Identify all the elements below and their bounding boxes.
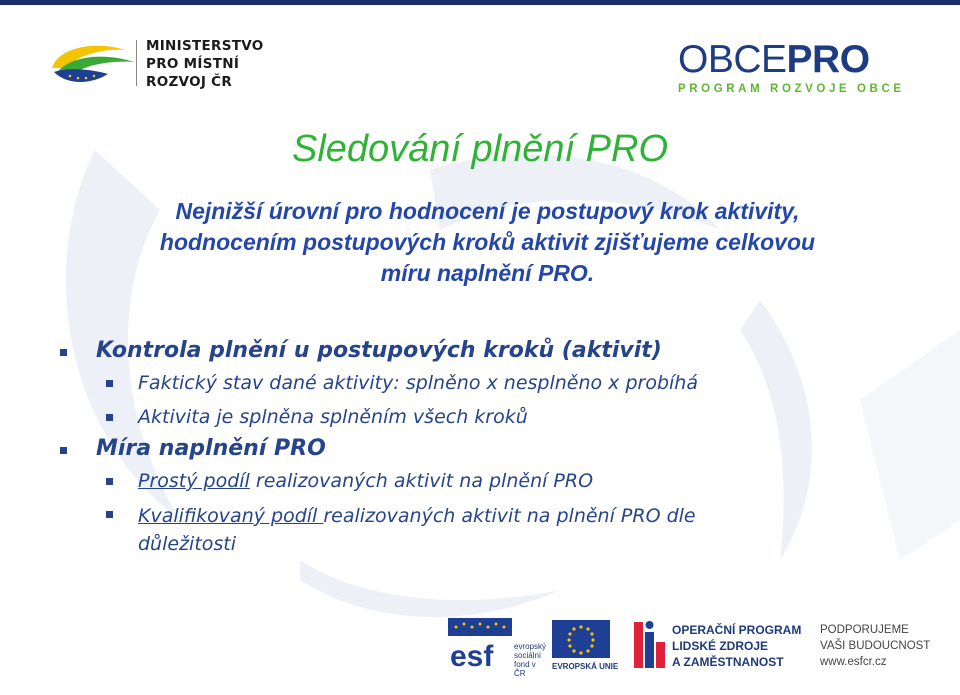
op-lzz-mark-icon <box>632 620 666 670</box>
esf-line-3: fond v ČR <box>514 660 536 678</box>
intro-line-1: Nejnižší úrovní pro hodnocení je postupový krok aktivity, <box>175 198 800 224</box>
bullet-square-icon <box>60 447 67 454</box>
slide-title: Sledování plnění PRO <box>291 128 668 170</box>
ministry-divider <box>136 40 137 86</box>
bullet-square-icon <box>106 414 113 421</box>
op-line-1: OPERAČNÍ PROGRAM <box>672 623 802 637</box>
bullet-text: Kontrola plnění u postupových kroků (aktivit) <box>96 338 662 363</box>
bullet-list <box>58 336 918 558</box>
obcepro-wordmark <box>678 40 905 80</box>
footer-logos <box>444 614 954 678</box>
ministry-line-3: ROZVOJ ČR <box>146 74 233 90</box>
sub-bullet-underlined: Prostý podíl <box>138 470 250 492</box>
op-line-3: A ZAMĚSTNANOST <box>672 655 784 669</box>
sub-bullet-text-continued: důležitosti <box>138 533 237 555</box>
sub-bullet-text: Aktivita je splněna splněním všech kroků <box>138 406 528 428</box>
esf-line-1: evropský <box>514 642 547 651</box>
support-url: www.esfcr.cz <box>820 656 887 668</box>
support-text-block <box>820 622 950 674</box>
bullet-item <box>58 336 918 366</box>
sub-bullet-item <box>58 498 918 558</box>
esf-mark-icon <box>448 618 512 670</box>
obcepro-light: OBCE <box>678 38 787 81</box>
intro-line-3: míru naplnění PRO. <box>380 260 595 286</box>
eu-label: EVROPSKÁ UNIE <box>552 662 619 671</box>
esf-line-2: sociální <box>514 651 542 660</box>
sub-bullet-item <box>58 400 918 434</box>
op-lzz-logo <box>632 620 808 674</box>
bullet-item <box>58 434 918 464</box>
support-text <box>820 622 950 670</box>
sub-bullet-text: Faktický stav dané aktivity: splněno x nesplněno x probíhá <box>138 372 698 394</box>
intro-line-2: hodnocením postupových kroků aktivit zjišťujeme celkovou <box>159 229 816 255</box>
op-line-2: LIDSKÉ ZDROJE <box>672 639 769 653</box>
obcepro-logo <box>678 40 905 95</box>
bullet-square-icon <box>60 349 67 356</box>
bullet-square-icon <box>106 478 113 485</box>
obcepro-subtitle: PROGRAM ROZVOJE OBCE <box>678 83 905 95</box>
bullet-text: Míra naplnění PRO <box>96 436 326 461</box>
ministry-emblem-icon <box>48 38 138 88</box>
support-line-2: VAŠI BUDOUCNOST <box>820 640 931 652</box>
bullet-square-icon <box>106 380 113 387</box>
op-lzz-text <box>672 622 801 670</box>
eu-flag-icon <box>552 620 610 658</box>
sub-bullet-text: realizovaných aktivit na plnění PRO dle <box>323 505 696 527</box>
support-line-1: PODPORUJEME <box>820 624 909 636</box>
sub-bullet-item <box>58 366 918 400</box>
sub-bullet-text: realizovaných aktivit na plnění PRO <box>249 470 594 492</box>
eu-logo <box>552 620 619 674</box>
ministry-name <box>146 37 264 91</box>
sub-bullet-underlined: Kvalifikovaný podíl <box>138 505 324 527</box>
ministry-line-2: PRO MÍSTNÍ <box>146 56 240 72</box>
sub-bullet-item <box>58 464 918 498</box>
svg-text:esf: esf <box>450 640 494 670</box>
ministry-line-1: MINISTERSTVO <box>146 38 264 54</box>
obcepro-bold: PRO <box>786 38 870 81</box>
esf-text <box>514 642 548 678</box>
slide-intro <box>60 196 915 289</box>
bullet-square-icon <box>106 511 113 518</box>
esf-logo <box>448 618 548 678</box>
